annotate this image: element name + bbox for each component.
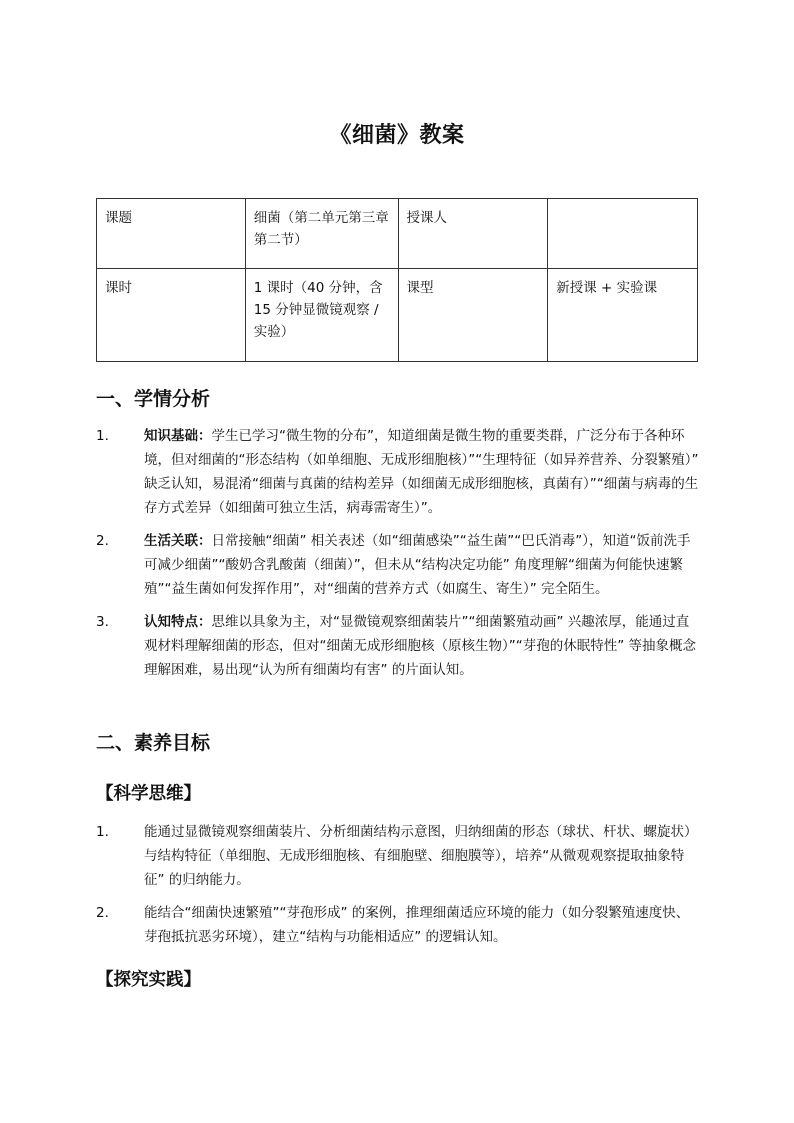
table-cell-value [548, 199, 698, 269]
learning-analysis-list [96, 424, 700, 691]
scientific-thinking-list [96, 820, 700, 958]
list-item [96, 424, 700, 520]
section-heading-learning-analysis: 一、学情分析 [96, 388, 211, 410]
list-number: 1. [96, 824, 109, 840]
subsection-heading-inquiry-practice: 【探究实践】 [96, 970, 201, 990]
list-item-lead: 生活关联： [144, 533, 212, 549]
list-item [96, 529, 700, 601]
list-item [96, 901, 700, 949]
list-number: 2. [96, 905, 109, 921]
list-item-text: 思维以具象为主，对“显微镜观察细菌装片”“细菌繁殖动画” 兴趣浓厚，能通过直观材料理解细菌的形态，但对“细菌无成形细胞核（原核生物）”“芽孢的休眠特性” 等抽象概念理解困难，易出现“认为所有细菌均有害” 的片面认知。 [144, 614, 697, 678]
subsection-heading-scientific-thinking: 【科学思维】 [96, 784, 201, 804]
list-item-lead: 认知特点： [144, 614, 212, 630]
document-title: 《细菌》教案 [329, 123, 465, 148]
list-item-text: 能通过显微镜观察细菌装片、分析细菌结构示意图，归纳细菌的形态（球状、杆状、螺旋状）与结构特征（单细胞、无成形细胞核、有细胞壁、细胞膜等），培养“从微观观察提取抽象特征” 的归纳能力。 [144, 824, 698, 888]
list-number: 1. [96, 428, 109, 444]
table-cell-label: 课时 [97, 269, 246, 362]
list-item-text: 能结合“细菌快速繁殖”“芽孢形成” 的案例，推理细菌适应环境的能力（如分裂繁殖速度快、芽孢抵抗恶劣环境），建立“结构与功能相适应” 的逻辑认知。 [144, 905, 690, 945]
list-item-text: 学生已学习“微生物的分布”，知道细菌是微生物的重要类群，广泛分布于各种环境，但对细菌的“形态结构（如单细胞、无成形细胞核）”“生理特征（如异养营养、分裂繁殖）” 缺乏认知，易混淆“细菌与真菌的结构差异（如细菌无成形细胞核，真菌有）”“细菌与病毒的生存方式差异（如细菌可独立生活，病毒需寄生）”。 [144, 428, 699, 516]
table-cell-value: 1 课时（40 分钟，含 15 分钟显微镜观察 / 实验） [245, 269, 398, 362]
section-heading-literacy-goals: 二、素养目标 [96, 732, 211, 754]
list-number: 3. [96, 614, 109, 630]
table-cell-value: 细菌（第二单元第三章第二节） [245, 199, 398, 269]
lesson-info-table [96, 198, 698, 362]
list-item [96, 610, 700, 682]
list-item-text: 日常接触“细菌” 相关表述（如“细菌感染”“益生菌”“巴氏消毒”），知道“饭前洗手可减少细菌”“酸奶含乳酸菌（细菌）”，但未从“结构决定功能” 角度理解“细菌为何能快速繁殖”“益生菌如何发挥作用”，对“细菌的营养方式（如腐生、寄生）” 完全陌生。 [144, 533, 691, 597]
table-cell-label: 课题 [97, 199, 246, 269]
table-cell-label: 授课人 [398, 199, 548, 269]
table-cell-value: 新授课 + 实验课 [548, 269, 698, 362]
list-item [96, 820, 700, 892]
list-number: 2. [96, 533, 109, 549]
list-item-lead: 知识基础： [144, 428, 212, 444]
table-row [97, 269, 698, 362]
table-cell-label: 课型 [398, 269, 548, 362]
table-row [97, 199, 698, 269]
